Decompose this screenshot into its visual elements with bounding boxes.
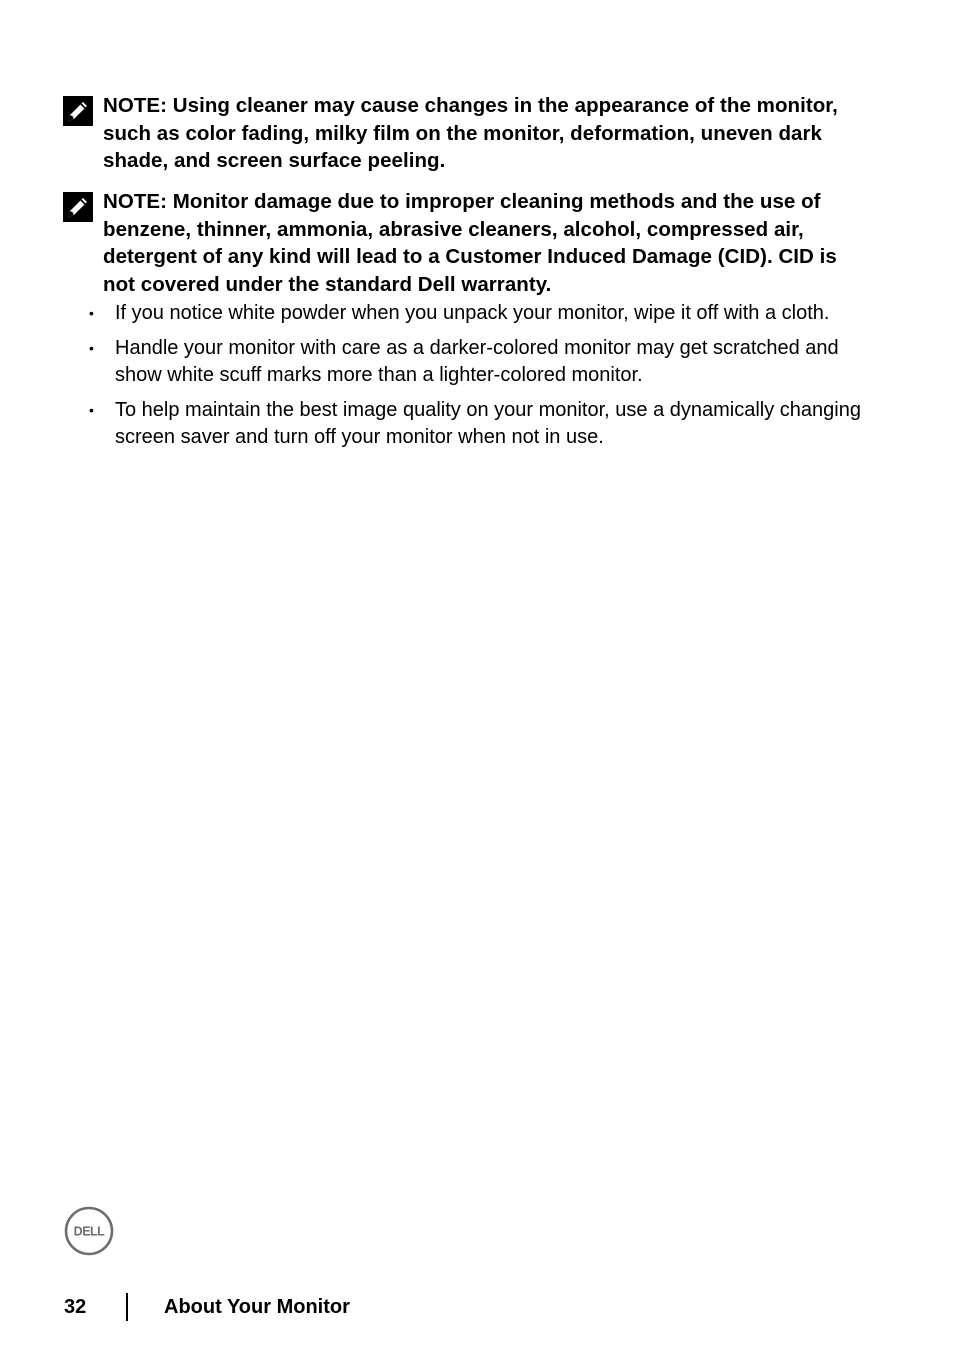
list-item bbox=[88, 300, 868, 328]
list-item bbox=[88, 397, 868, 452]
page-number: 32 bbox=[64, 1296, 87, 1318]
bullet-dot-icon: • bbox=[89, 305, 94, 321]
footer-divider bbox=[126, 1293, 128, 1321]
note-pencil-icon bbox=[63, 96, 93, 126]
care-tips-list bbox=[88, 300, 868, 459]
list-item-text: Handle your monitor with care as a darker-colored monitor may get scratched and show white scuff marks more than a lighter-colored monitor. bbox=[115, 336, 839, 386]
bullet-dot-icon: • bbox=[89, 339, 94, 356]
note-pencil-icon bbox=[63, 192, 93, 222]
list-item-text: If you notice white powder when you unpack your monitor, wipe it off with a cloth. bbox=[115, 302, 830, 324]
bullet-dot-icon: • bbox=[89, 401, 94, 418]
note-text: NOTE: Monitor damage due to improper cleaning methods and the use of benzene, thinner, ammonia, abrasive cleaners, alcohol, compressed air, detergent of any kind will lead to a Customer Induced Damage (CID). CID is not covered under the standard Dell warranty. bbox=[103, 190, 837, 296]
note-text: NOTE: Using cleaner may cause changes in the appearance of the monitor, such as color fading, milky film on the monitor, deformation, uneven dark shade, and screen surface peeling. bbox=[103, 94, 838, 172]
list-item-text: To help maintain the best image quality on your monitor, use a dynamically changing screen saver and turn off your monitor when not in use. bbox=[115, 398, 861, 448]
list-item bbox=[88, 335, 868, 390]
dell-logo-icon bbox=[64, 1206, 114, 1256]
section-title: About Your Monitor bbox=[164, 1296, 350, 1318]
dell-logo-text: DELL bbox=[73, 1224, 105, 1239]
